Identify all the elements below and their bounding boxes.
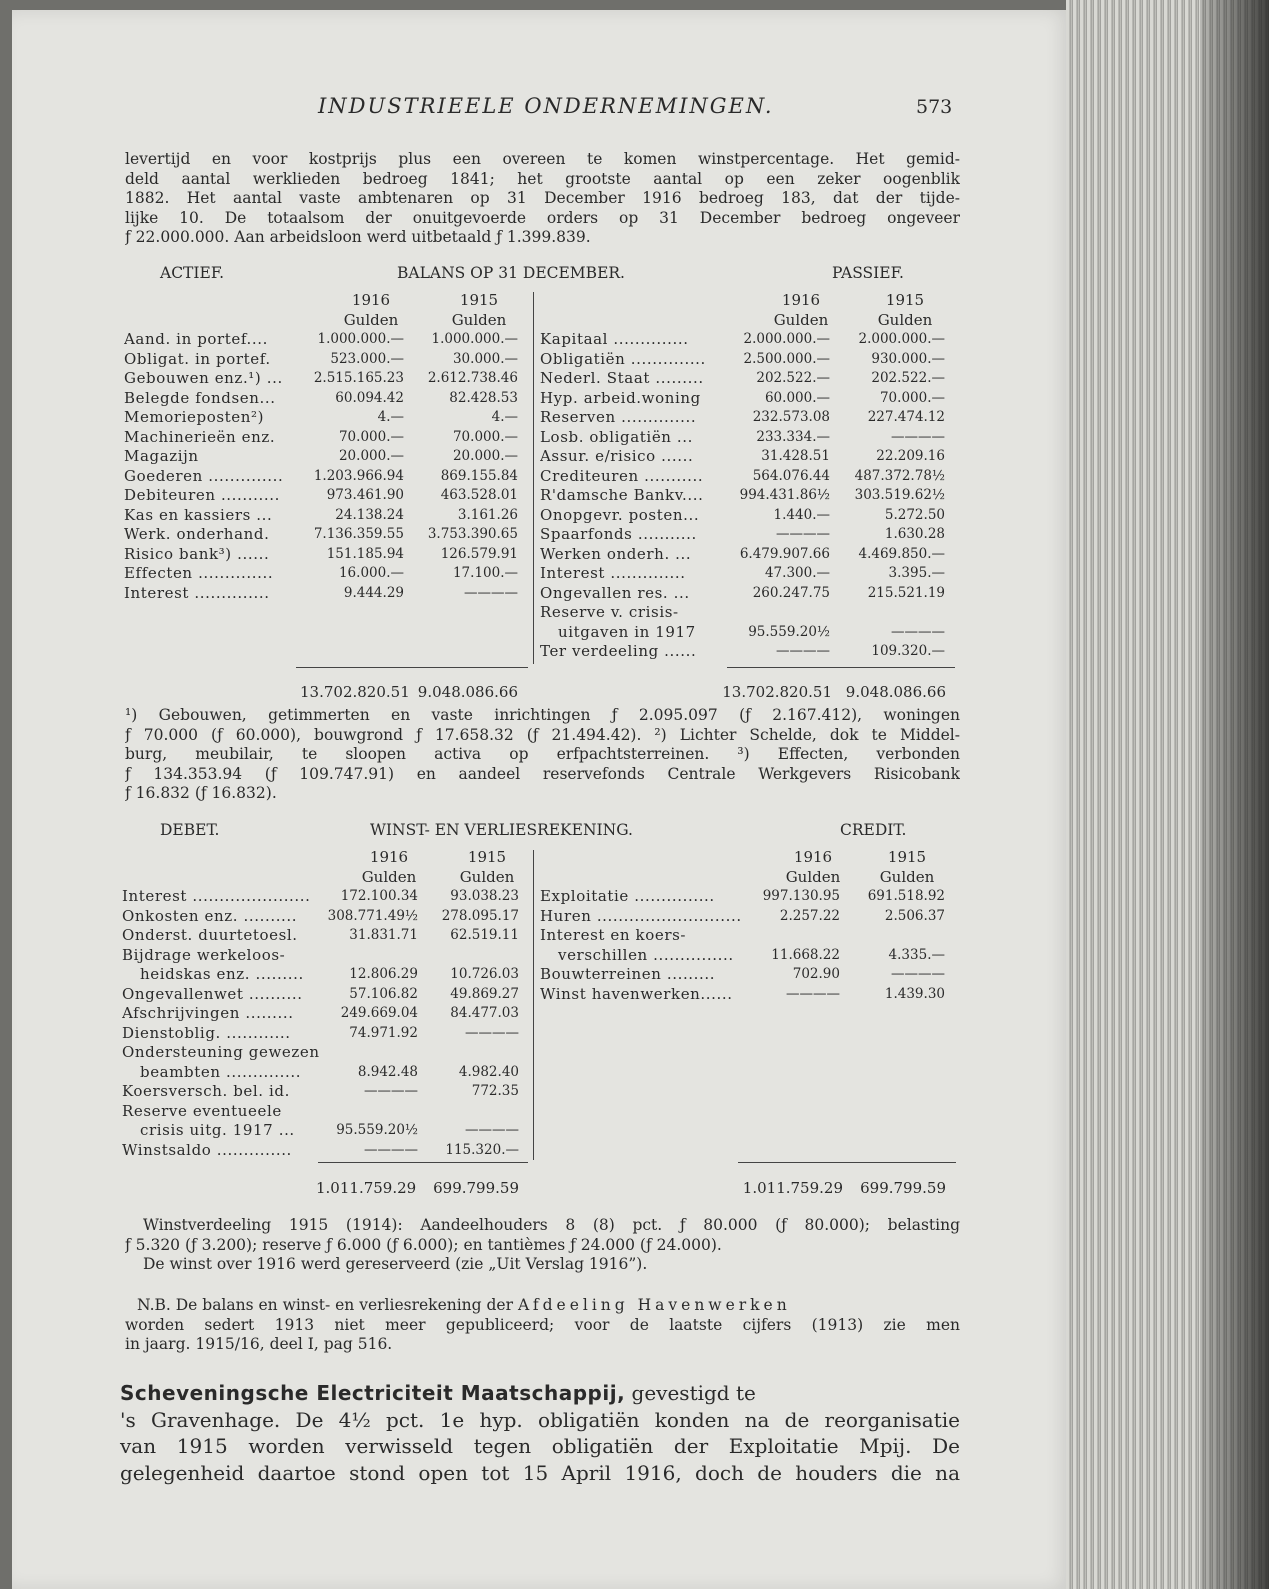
text-line: ƒ 5.320 (ƒ 3.200); reserve ƒ 6.000 (ƒ 6.000); en tantièmes ƒ 24.000 (ƒ 24.000). [125, 1235, 722, 1254]
table-row [540, 642, 950, 662]
row-value: 6.479.907.66 [739, 545, 830, 562]
row-value: 7.136.359.55 [313, 526, 404, 542]
row-value: 95.559.20½ [748, 623, 830, 640]
row-label: Koersversch. bel. id. [122, 1082, 290, 1100]
row-value: 249.669.04 [340, 1005, 418, 1021]
row-value: 2.257.22 [779, 907, 840, 924]
row-value: 57.106.82 [349, 985, 418, 1002]
text-line: in jaarg. 1915/16, deel I, pag 516. [125, 1335, 393, 1354]
row-label: Assur. e/risico ...... [540, 447, 694, 465]
text-line: ƒ 70.000 (ƒ 60.000), bouwgrond ƒ 17.658.32 (ƒ 21.494.42). ²) Lichter Schelde, dok te Middel- [125, 725, 960, 744]
row-label: Risico bank³) ...... [124, 544, 270, 563]
table-row [124, 447, 524, 467]
text-line: van 1915 worden verwisseld tegen obligatiën der Exploitatie Mpij. De [120, 1434, 960, 1458]
row-value: 3.395.— [888, 565, 945, 581]
row-value: 1.630.28 [884, 526, 945, 542]
table-row [122, 907, 527, 927]
text-line: worden sedert 1913 niet meer gepubliceerd; voor de laatste cijfers (1913) zie men [125, 1315, 960, 1334]
total-value: 1.011.759.29 [316, 1179, 417, 1197]
text-line: levertijd en voor kostprijs plus een overeen te komen winstpercentage. Het gemid- [125, 150, 960, 168]
table-row [540, 985, 950, 1005]
table-row [124, 545, 524, 565]
row-value: 62.519.11 [450, 927, 519, 943]
table-row [122, 1121, 527, 1141]
passief-heading: PASSIEF. [832, 264, 904, 282]
table-row [540, 564, 950, 584]
row-label: Interest .............. [540, 564, 686, 582]
table-row [124, 330, 524, 350]
row-value: 11.668.22 [771, 946, 840, 963]
row-label: heidskas enz. ......... [140, 965, 304, 983]
row-label: Obligatiën .............. [540, 349, 706, 368]
row-value: 215.521.19 [867, 584, 945, 601]
table-row [540, 887, 950, 907]
winst-title: WINST- EN VERLIESREKENING. [370, 821, 633, 839]
row-value: ———— [465, 1122, 519, 1138]
row-label: Belegde fondsen... [124, 388, 276, 407]
row-value: 109.320.— [871, 643, 945, 659]
table-row [540, 486, 950, 506]
row-value: 5.272.50 [884, 506, 945, 523]
credit-heading: CREDIT. [840, 821, 907, 839]
row-value: 994.431.86½ [739, 487, 830, 503]
row-label: R'damsche Bankv.... [540, 486, 704, 504]
row-value: ———— [891, 428, 945, 445]
row-label: Spaarfonds ........... [540, 525, 697, 543]
debet-table [122, 887, 527, 1160]
credit-table [540, 887, 950, 1004]
row-value: 47.300.— [764, 565, 830, 581]
table-row [124, 389, 524, 409]
row-value: 308.771.49½ [327, 907, 418, 924]
text-line: lijke 10. De totaalsom der onuitgevoerde orders op 31 December bedroeg ongeveer [125, 208, 960, 227]
row-label: Onkosten enz. .......... [122, 906, 298, 925]
row-label: beambten .............. [140, 1062, 302, 1081]
text-line: ƒ 134.353.94 (ƒ 109.747.91) en aandeel reservefonds Centrale Werkgevers Risicobank [125, 764, 960, 783]
column-divider [533, 292, 534, 664]
row-value: 172.100.34 [340, 888, 418, 904]
row-value: 564.076.44 [752, 467, 830, 484]
row-value: 487.372.78½ [854, 467, 945, 484]
table-row [122, 985, 527, 1005]
text-line: deld aantal werklieden bedroeg 1841; het grootste aantal op een zeker oogenblik [125, 169, 960, 188]
text-line: ƒ 16.832 (ƒ 16.832). [125, 784, 277, 803]
row-value: 16.000.— [338, 565, 404, 581]
row-value: 233.334.— [756, 428, 830, 445]
column-divider [533, 850, 534, 1160]
row-label: Hyp. arbeid.woning [540, 388, 701, 407]
row-value: 2.000.000.— [743, 331, 830, 347]
row-label: Magazijn [124, 447, 199, 465]
company-name: Scheveningsche Electriciteit Maatschappij, [120, 1381, 626, 1405]
row-value: 4.— [377, 409, 404, 425]
page-edge-shadow [1200, 0, 1269, 1589]
row-label: crisis uitg. 1917 ... [140, 1121, 295, 1139]
row-value: 1.000.000.— [317, 331, 404, 347]
total-value: 13.702.820.51 [300, 683, 410, 701]
row-label: Obligat. in portef. [124, 349, 271, 368]
row-label: Reserve v. crisis- [540, 603, 679, 621]
total-value: 699.799.59 [433, 1179, 519, 1197]
table-row [540, 926, 950, 946]
table-row [122, 1102, 527, 1122]
table-row [124, 467, 524, 487]
total-value: 13.702.820.51 [722, 683, 832, 701]
row-value: 70.000.— [879, 389, 945, 406]
table-row [540, 946, 950, 966]
intro-paragraph [125, 150, 960, 248]
row-value: 8.942.48 [357, 1063, 418, 1080]
running-header: INDUSTRIEELE ONDERNEMINGEN. [318, 94, 774, 118]
table-row [122, 926, 527, 946]
table-row [540, 965, 950, 985]
row-value: 4.982.40 [458, 1063, 519, 1080]
row-value: 463.528.01 [440, 487, 518, 503]
table-row [540, 525, 950, 545]
text-line: Winstverdeeling 1915 (1914): Aandeelhouders 8 (8) pct. ƒ 80.000 (ƒ 80.000); belasting [143, 1216, 960, 1234]
col-year: 1916 Gulden [361, 848, 417, 886]
row-value: 2.515.165.23 [313, 370, 404, 386]
row-label: Aand. in portef.... [124, 330, 268, 348]
table-row [122, 1004, 527, 1024]
table-row [124, 428, 524, 448]
row-label: Huren ........................... [540, 906, 742, 925]
table-row [540, 350, 950, 370]
row-value: 202.522.— [871, 370, 945, 386]
row-value: 2.506.37 [884, 907, 945, 924]
text-line: 's Gravenhage. De 4½ pct. 1e hyp. obligatiën konden na de reorganisatie [120, 1407, 960, 1432]
row-value: 82.428.53 [449, 389, 518, 406]
row-value: ———— [786, 985, 840, 1002]
company-location: gevestigd te [631, 1381, 756, 1405]
text-line [125, 1296, 960, 1316]
text-line: 1882. Het aantal vaste ambtenaren op 31 December 1916 bedroeg 183, dat der tijde- [125, 189, 960, 208]
passief-table [540, 330, 950, 662]
col-year: 1915 Gulden [451, 291, 507, 329]
row-label: Ondersteuning gewezen [122, 1043, 320, 1061]
text-line: gelegenheid daartoe stond open tot 15 April 1916, doch de houders die na [120, 1460, 960, 1485]
total-value: 9.048.086.66 [417, 683, 518, 701]
text-line [120, 1380, 960, 1407]
row-label: Kas en kassiers ... [124, 505, 273, 524]
actief-heading: ACTIEF. [160, 264, 225, 282]
table-row [122, 1043, 527, 1063]
row-value: 973.461.90 [326, 487, 404, 503]
row-value: 74.971.92 [349, 1024, 418, 1041]
row-value: 202.522.— [756, 370, 830, 386]
balans-title: BALANS OP 31 DECEMBER. [397, 264, 625, 282]
row-value: 4.— [491, 409, 518, 425]
table-row [122, 965, 527, 985]
table-row [124, 486, 524, 506]
row-value: 9.444.29 [343, 584, 404, 601]
row-value: 93.038.23 [450, 888, 519, 904]
row-value: 126.579.91 [440, 545, 518, 562]
row-value: 115.320.— [445, 1141, 519, 1158]
table-row [540, 584, 950, 604]
text-line: De winst over 1916 werd gereserveerd (zie „Uit Verslag 1916”). [143, 1255, 648, 1274]
winstverdeeling-paragraph [125, 1216, 960, 1275]
row-label: uitgaven in 1917 [558, 622, 696, 641]
text-line: burg, meubilair, te sloopen activa op erfpachtsterreinen. ³) Effecten, verbonden [125, 745, 960, 764]
row-value: 20.000.— [338, 448, 404, 464]
table-row [540, 408, 950, 428]
row-value: ———— [891, 966, 945, 982]
row-label: Nederl. Staat ......... [540, 369, 704, 387]
text-line: ƒ 22.000.000. Aan arbeidsloon werd uitbetaald ƒ 1.399.839. [125, 228, 591, 247]
row-value: ———— [891, 623, 945, 640]
row-value: 24.138.24 [335, 506, 404, 523]
row-value: 1.203.966.94 [313, 467, 404, 484]
col-year: 1916 Gulden [773, 291, 829, 329]
row-value: 772.35 [471, 1083, 519, 1099]
table-row [540, 623, 950, 643]
row-label: Ongevallenwet .......... [122, 984, 303, 1003]
row-label: Losb. obligatiën ... [540, 427, 694, 446]
row-value: 60.000.— [764, 389, 830, 406]
row-value: 22.209.16 [876, 448, 945, 464]
row-value: 997.130.95 [762, 888, 840, 904]
row-value: ———— [364, 1141, 418, 1158]
row-label: Ongevallen res. ... [540, 583, 690, 602]
row-value: 31.831.71 [349, 927, 418, 943]
table-row [540, 907, 950, 927]
row-value: 60.094.42 [335, 389, 404, 406]
table-row [122, 1024, 527, 1044]
row-value: 84.477.03 [450, 1005, 519, 1021]
row-value: 95.559.20½ [336, 1122, 418, 1138]
row-label: Werken onderh. ... [540, 544, 692, 563]
row-value: ———— [776, 526, 830, 542]
col-year: 1916 Gulden [785, 848, 841, 886]
table-row [122, 1141, 527, 1161]
row-value: 1.440.— [773, 506, 830, 523]
row-value: 3.161.26 [457, 506, 518, 523]
row-label: Gebouwen enz.¹) ... [124, 369, 283, 387]
table-row [540, 330, 950, 350]
row-label: Dienstoblig. ............ [122, 1023, 291, 1042]
row-label: Goederen .............. [124, 466, 284, 485]
row-value: 523.000.— [330, 350, 404, 367]
table-row [124, 525, 524, 545]
table-row [540, 428, 950, 448]
row-value: 278.095.17 [441, 907, 519, 924]
row-label: Reserve eventueele [122, 1101, 282, 1120]
table-row [540, 603, 950, 623]
row-label: Interest .............. [124, 583, 270, 602]
row-label: Winst havenwerken...... [540, 984, 733, 1003]
debet-heading: DEBET. [160, 821, 220, 839]
total-rule [738, 1162, 956, 1163]
table-row [122, 946, 527, 966]
row-value: 70.000.— [452, 428, 518, 445]
total-value: 9.048.086.66 [845, 683, 946, 701]
row-value: 20.000.— [452, 448, 518, 464]
table-row [124, 408, 524, 428]
row-value: 691.518.92 [867, 888, 945, 904]
row-value: 70.000.— [338, 428, 404, 445]
table-row [124, 564, 524, 584]
table-row [122, 1082, 527, 1102]
table-row [540, 447, 950, 467]
table-row [540, 389, 950, 409]
row-label: Winstsaldo .............. [122, 1140, 292, 1159]
row-value: 260.247.75 [752, 584, 830, 601]
row-label: Werk. onderhand. [124, 525, 270, 543]
row-value: 17.100.— [452, 565, 518, 581]
row-value: 2.000.000.— [858, 331, 945, 347]
row-label: Reserven .............. [540, 408, 697, 426]
row-label: Memorieposten²) [124, 408, 265, 426]
table-row [540, 506, 950, 526]
table-row [124, 506, 524, 526]
row-label: Bouwterreinen ......... [540, 965, 716, 983]
table-row [540, 545, 950, 565]
text-line: ¹) Gebouwen, getimmerten en vaste inrichtingen ƒ 2.095.097 (ƒ 2.167.412), woningen [125, 706, 960, 724]
col-year: 1915 Gulden [877, 291, 933, 329]
row-value: 3.753.390.65 [427, 526, 518, 542]
row-label: Machinerieën enz. [124, 427, 276, 446]
page-number: 573 [916, 96, 953, 118]
row-label: Onopgevr. posten... [540, 505, 700, 524]
row-value: 227.474.12 [867, 409, 945, 425]
row-value: ———— [464, 584, 518, 601]
total-rule [318, 1162, 528, 1163]
row-value: 31.428.51 [761, 448, 830, 464]
table-row [124, 584, 524, 604]
row-label: Ter verdeeling ...... [540, 642, 697, 660]
row-label: Bijdrage werkeloos- [122, 945, 286, 964]
row-value: ———— [776, 643, 830, 659]
row-value: 2.612.738.46 [427, 370, 518, 386]
table-row [124, 369, 524, 389]
row-value: 303.519.62½ [854, 487, 945, 503]
row-label: Debiteuren ........... [124, 486, 280, 504]
row-label: Interest en koers- [540, 926, 687, 944]
row-label: Interest ...................... [122, 887, 311, 905]
row-label: Effecten .............. [124, 564, 274, 582]
footnotes [125, 706, 960, 804]
row-value: 4.335.— [888, 946, 945, 963]
total-rule [727, 667, 955, 668]
col-year: 1915 Gulden [879, 848, 935, 886]
actief-table [124, 330, 524, 603]
row-value: 232.573.08 [752, 409, 830, 425]
row-label: verschillen ............... [558, 945, 734, 964]
total-value: 699.799.59 [860, 1179, 946, 1197]
nb-spaced-name: Afdeeling Havenwerken [517, 1296, 791, 1314]
row-value: ———— [364, 1083, 418, 1099]
nb-paragraph [125, 1296, 960, 1355]
row-label: Afschrijvingen ......... [122, 1004, 294, 1022]
row-value: 930.000.— [871, 350, 945, 367]
row-value: 2.500.000.— [743, 350, 830, 367]
table-row [124, 350, 524, 370]
total-value: 1.011.759.29 [742, 1179, 843, 1197]
table-row [540, 369, 950, 389]
row-value: 869.155.84 [440, 467, 518, 484]
col-year: 1915 Gulden [459, 848, 515, 886]
row-label: Kapitaal .............. [540, 330, 689, 348]
row-value: 1.439.30 [884, 985, 945, 1002]
row-value: 12.806.29 [349, 966, 418, 982]
row-value: 4.469.850.— [858, 545, 945, 562]
row-label: Exploitatie ............... [540, 887, 715, 905]
row-label: Crediteuren ........... [540, 466, 704, 485]
col-year: 1916 Gulden [343, 291, 399, 329]
table-row [122, 887, 527, 907]
row-value: 702.90 [792, 966, 840, 982]
table-row [122, 1063, 527, 1083]
company-section [120, 1380, 960, 1486]
row-value: 49.869.27 [450, 985, 519, 1002]
row-value: 30.000.— [452, 350, 518, 367]
table-row [540, 467, 950, 487]
total-rule [296, 667, 528, 668]
nb-prefix: N.B. De balans en winst- en verliesrekening der [137, 1296, 514, 1314]
row-label: Onderst. duurtetoesl. [122, 926, 298, 944]
row-value: 1.000.000.— [431, 331, 518, 347]
row-value: 10.726.03 [450, 966, 519, 982]
row-value: 151.185.94 [326, 545, 404, 562]
row-value: ———— [465, 1024, 519, 1041]
